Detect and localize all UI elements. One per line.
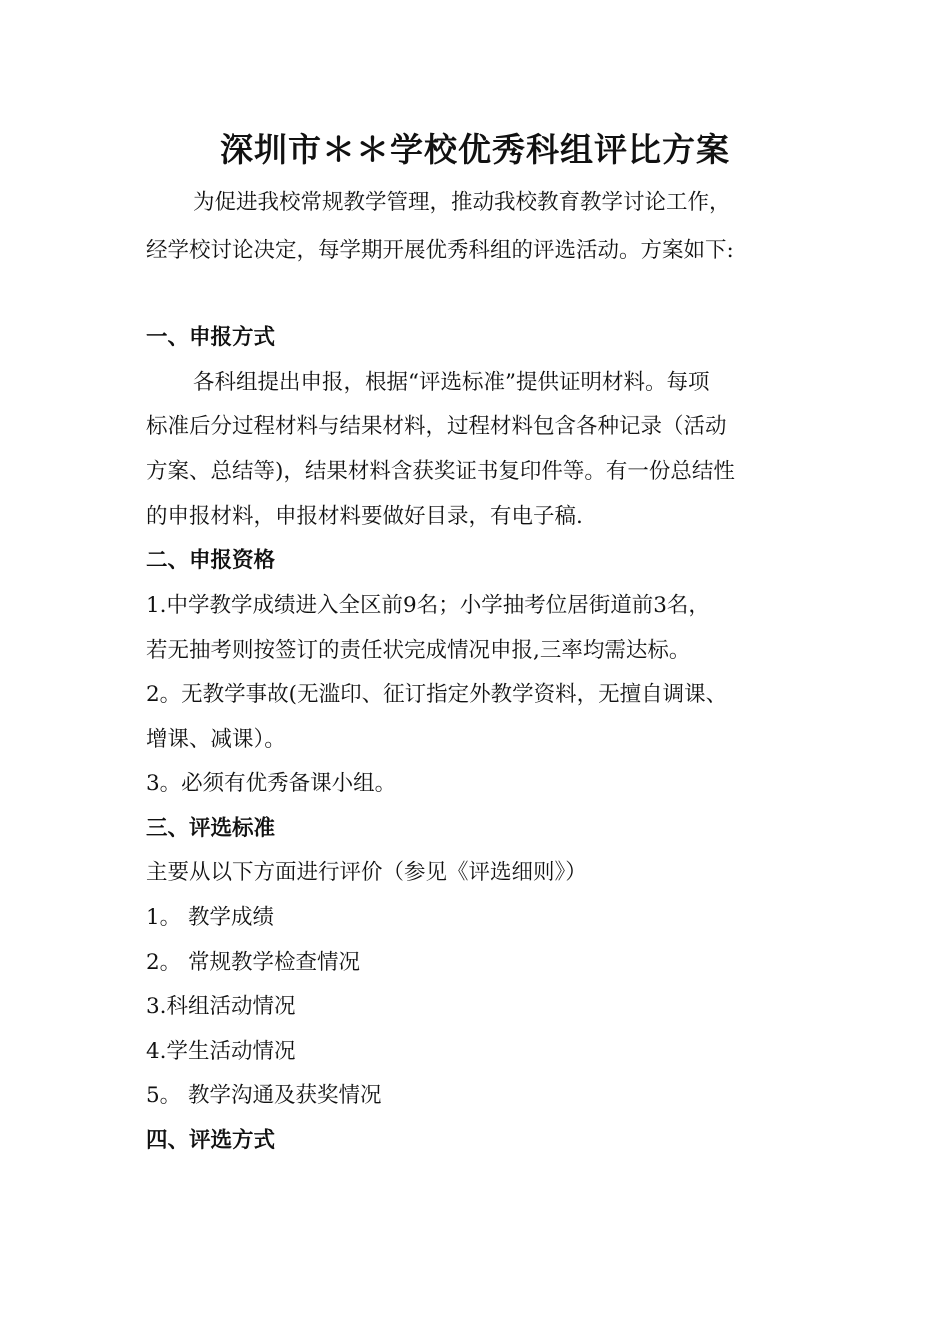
- list-item: 增课、减课）。: [146, 727, 286, 752]
- section-heading-evaluation-method: 四、评选方式: [146, 1128, 276, 1153]
- list-item: 4.学生活动情况: [146, 1039, 296, 1064]
- list-item: 若无抽考则按签订的责任状完成情况申报,三率均需达标。: [146, 638, 691, 663]
- document-title: 深圳市＊＊学校优秀科组评比方案: [220, 130, 730, 169]
- paragraph-line: 方案、总结等)，结果材料含获奖证书复印件等。有一份总结性: [146, 459, 735, 484]
- paragraph-line: 各科组提出申报，根据“评选标准”提供证明材料。每项: [193, 370, 710, 395]
- intro-line: 为促进我校常规教学管理，推动我校教育教学讨论工作，: [193, 190, 731, 215]
- intro-line: 经学校讨论决定，每学期开展优秀科组的评选活动。方案如下:: [146, 238, 734, 263]
- paragraph-line: 的申报材料，申报材料要做好目录，有电子稿.: [146, 504, 583, 529]
- section-heading-apply-method: 一、申报方式: [146, 325, 276, 350]
- section-heading-qualification: 二、申报资格: [146, 548, 276, 573]
- list-item: 1.中学教学成绩进入全区前9名；小学抽考位居街道前3名，: [146, 593, 710, 618]
- list-item: 5。 教学沟通及获奖情况: [146, 1083, 382, 1108]
- paragraph-line: 标准后分过程材料与结果材料，过程材料包含各种记录（活动: [146, 414, 727, 439]
- paragraph-line: 主要从以下方面进行评价（参见《评选细则》）: [146, 860, 587, 885]
- list-item: 3.科组活动情况: [146, 994, 296, 1019]
- section-heading-criteria: 三、评选标准: [146, 816, 276, 841]
- list-item: 3。必须有优秀备课小组。: [146, 771, 397, 796]
- list-item: 1。 教学成绩: [146, 905, 275, 930]
- list-item: 2。 常规教学检查情况: [146, 950, 361, 975]
- list-item: 2。无教学事故(无滥印、征订指定外教学资料，无擅自调课、: [146, 682, 728, 707]
